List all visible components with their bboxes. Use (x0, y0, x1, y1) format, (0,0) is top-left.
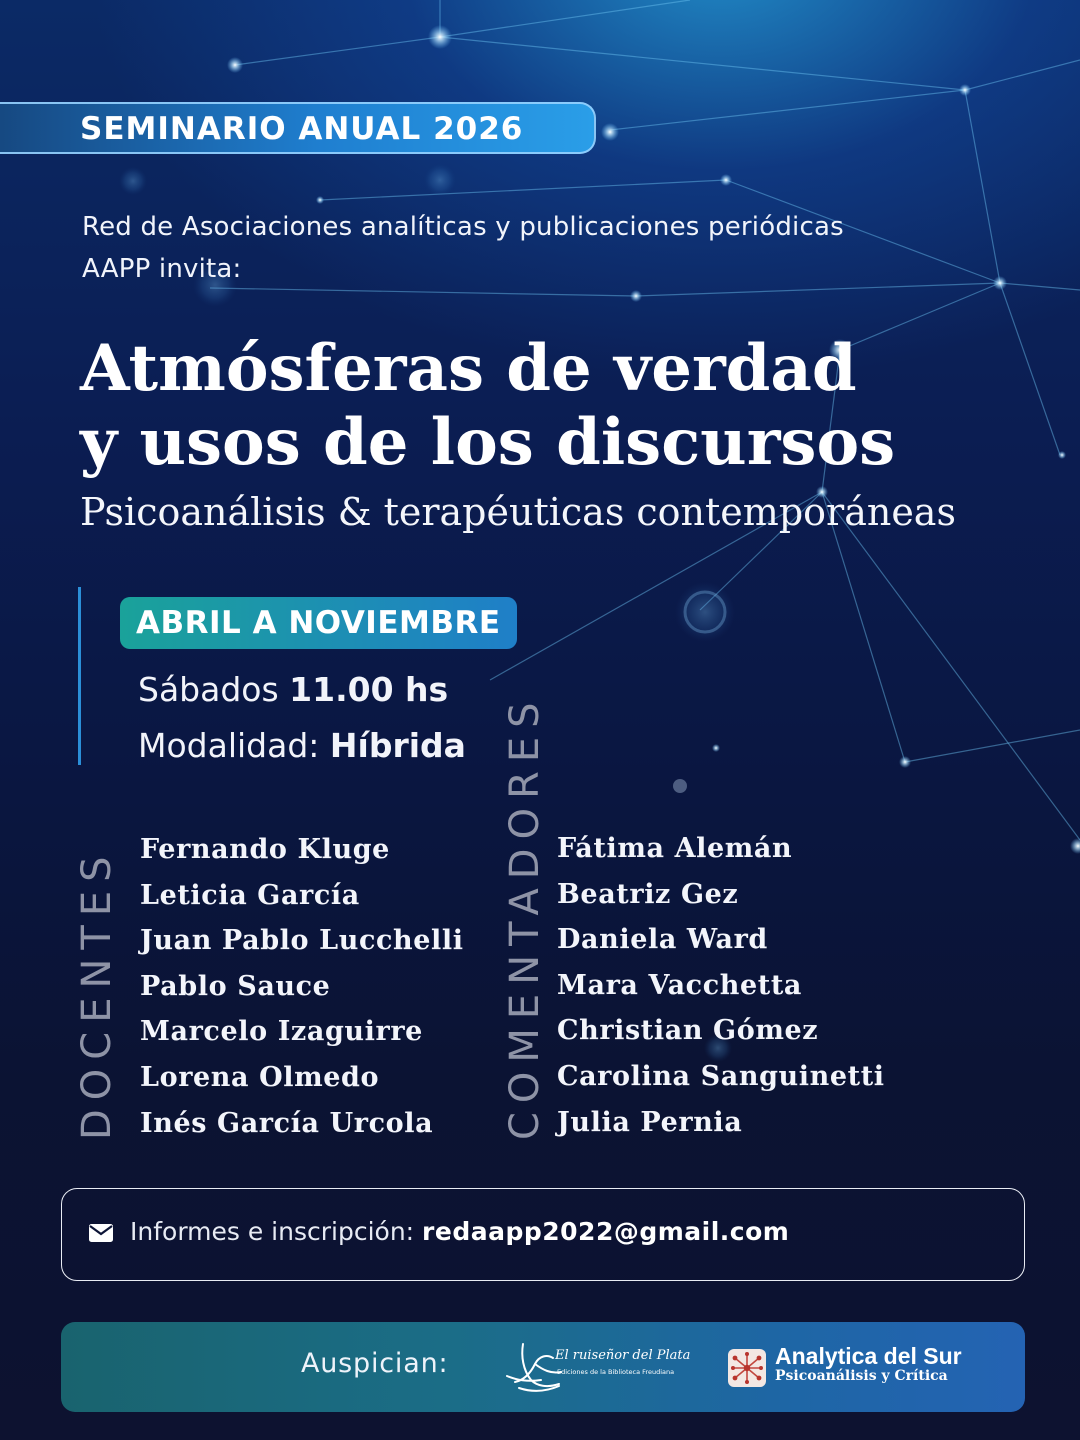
comentador-name: Beatriz Gez (557, 878, 739, 910)
docente-name: Fernando Kluge (140, 834, 390, 865)
comentador-name: Christian Gómez (557, 1015, 819, 1047)
dates-label: ABRIL A NOVIEMBRE (136, 605, 501, 641)
comentador-name: Mara Vacchetta (557, 969, 802, 1001)
schedule-day-time (138, 670, 448, 709)
contact-email-link[interactable]: redaapp2022@gmail.com (422, 1217, 790, 1246)
comentador-name: Fátima Alemán (557, 833, 793, 864)
ruisenor-name: El ruiseñor del Plata (555, 1348, 691, 1363)
comentadores-label: COMENTADORES (502, 693, 548, 1140)
schedule-mode (138, 726, 466, 765)
dates-badge (120, 597, 517, 649)
time-value: 11.00 hs (289, 670, 449, 709)
comentador-name: Carolina Sanguinetti (557, 1060, 885, 1092)
docente-name: Juan Pablo Lucchelli (140, 925, 464, 957)
seminar-year-badge (0, 102, 596, 154)
title-line-2: y usos de los discursos (80, 405, 896, 480)
contact-box (61, 1188, 1025, 1281)
day-label: Sábados (138, 670, 290, 709)
ruisenor-subtitle: Ediciones de la Biblioteca Freudiana (557, 1368, 675, 1376)
invitation-text (82, 206, 844, 290)
docentes-label: DOCENTES (74, 847, 120, 1140)
docente-name: Inés García Urcola (140, 1107, 434, 1139)
docentes-list (140, 827, 464, 1146)
mode-label: Modalidad: (138, 726, 330, 765)
docente-name: Pablo Sauce (140, 970, 331, 1002)
docente-name: Leticia García (140, 879, 360, 911)
contact-info (130, 1217, 789, 1246)
docente-name: Lorena Olmedo (140, 1061, 380, 1093)
sponsors-bar (61, 1322, 1025, 1412)
invitation-line-2: AAPP invita: (82, 254, 242, 284)
analytica-name: Analytica del Sur (775, 1343, 962, 1369)
ruisenor-logo-icon (501, 1336, 681, 1398)
analytica-logo-icon (727, 1348, 767, 1388)
seminar-subtitle: Psicoanálisis & terapéuticas contemporáneas (80, 490, 956, 534)
comentador-name: Julia Pernia (557, 1106, 743, 1138)
schedule-accent-line (78, 587, 81, 765)
title-line-1: Atmósferas de verdad (80, 331, 857, 406)
docente-name: Marcelo Izaguirre (140, 1016, 423, 1048)
seminar-year-label: SEMINARIO ANUAL 2026 (80, 111, 524, 147)
contact-label: Informes e inscripción: (130, 1217, 423, 1246)
mail-icon (88, 1222, 114, 1244)
mode-value: Híbrida (329, 726, 466, 765)
sponsors-label: Auspician: (301, 1348, 449, 1379)
analytica-subtitle: Psicoanálisis y Crítica (775, 1368, 948, 1384)
comentador-name: Daniela Ward (557, 924, 768, 956)
seminar-title (80, 332, 895, 480)
invitation-line-1: Red de Asociaciones analíticas y publicaciones periódicas (82, 212, 844, 242)
comentadores-list (557, 826, 885, 1145)
